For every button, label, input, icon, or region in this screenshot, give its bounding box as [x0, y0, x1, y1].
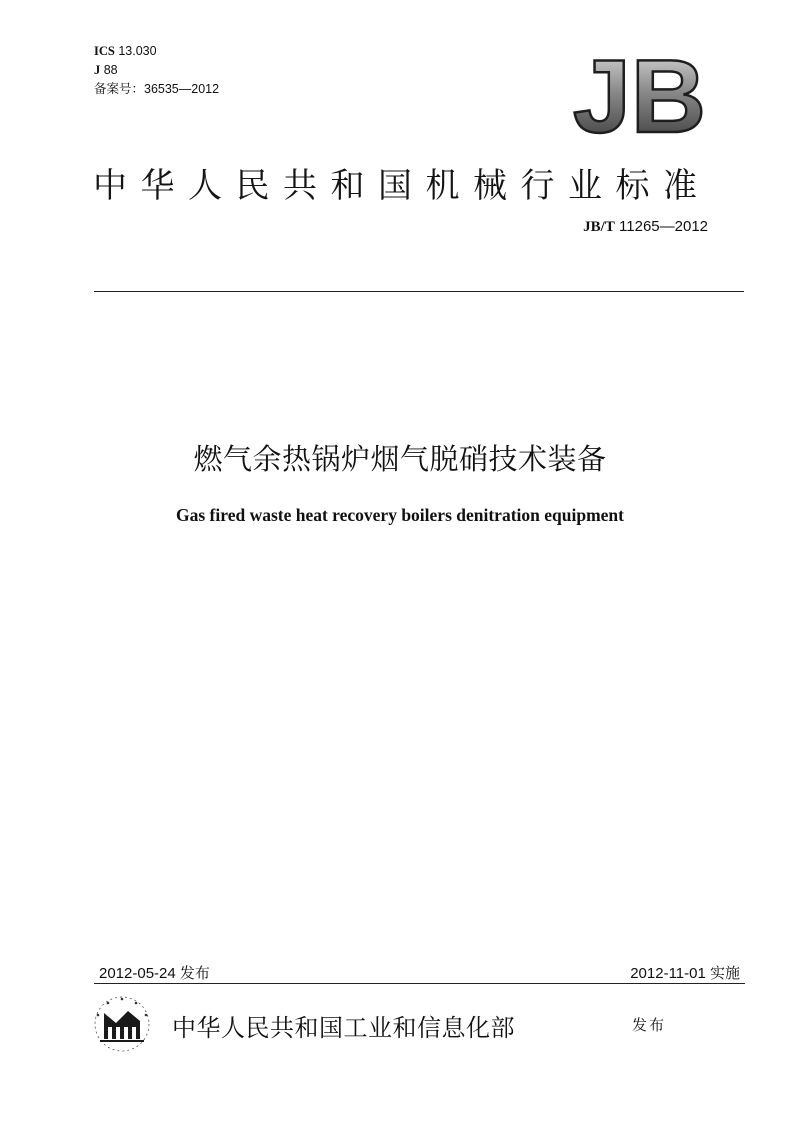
bottom-divider [94, 983, 745, 984]
ccs-value: 88 [103, 63, 118, 77]
ics-code [94, 42, 219, 61]
filing-number: 备案号：36535—2012 [94, 82, 220, 96]
ccs-label: J [94, 63, 101, 77]
issue-date: 2012-05-24 发布 [99, 965, 210, 982]
standard-number-prefix: JB/T [583, 219, 615, 235]
standard-number-value: 11265—2012 [619, 218, 708, 235]
effective-date: 2012-11-01 实施 [630, 965, 740, 982]
ccs-code [94, 61, 219, 80]
header-codes [94, 42, 219, 99]
document-title-zh: 燃气余热锅炉烟气脱硝技术装备 [193, 442, 607, 476]
ics-value: 13.030 [118, 44, 157, 58]
issuer-name: 中华人民共和国工业和信息化部 [172, 1014, 515, 1042]
jb-logo [556, 50, 706, 140]
logo-letters: JB [573, 50, 706, 140]
standard-number [583, 218, 708, 236]
publisher-emblem [86, 993, 158, 1055]
document-title-en: Gas fired waste heat recovery boilers denitration equipment [176, 505, 624, 525]
ics-label: ICS [94, 44, 115, 58]
top-divider [94, 291, 744, 292]
standard-category-title: 中华人民共和国机械行业标准 [93, 166, 711, 206]
issuer-suffix: 发布 [632, 1016, 667, 1034]
